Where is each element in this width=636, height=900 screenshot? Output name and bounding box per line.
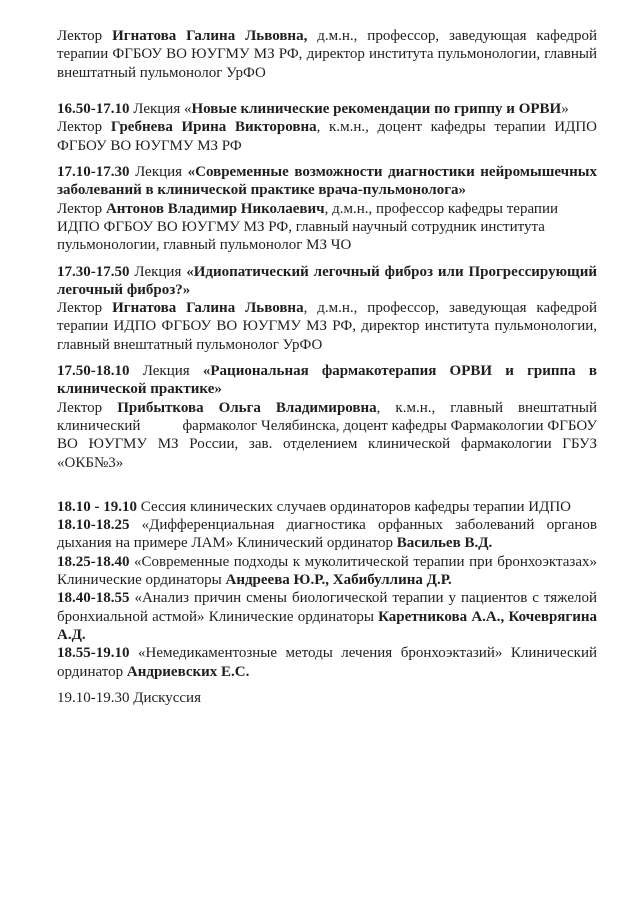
bold-text-run: 17.50-18.10 (57, 363, 130, 380)
text-run: Сессия клинических случаев ординаторов кафедры терапии ИДПО (137, 498, 571, 515)
discussion-line (57, 689, 597, 707)
lecturer-grebneva (57, 118, 597, 155)
session-heading-1810 (57, 498, 597, 516)
text-run: Лектор (57, 119, 111, 136)
lecturer-antonov (57, 200, 597, 255)
text-run: Лектор (57, 300, 113, 317)
bold-text-run: «Современные возможности диагностики нейромышечных заболеваний в клинической практике врача-пульмонолога» (57, 164, 597, 199)
lecturer-ignatova-2 (57, 299, 597, 354)
bold-text-run: Игнатова Галина Львовна (112, 300, 304, 317)
text-run: Лекция (129, 164, 188, 181)
bold-text-run: Васильев В.Д. (396, 535, 493, 552)
text-run: 19.10-19.30 Дискуссия (57, 689, 201, 706)
session-item-1840 (57, 589, 597, 644)
bold-text-run: Гребнева Ирина Викторовна (110, 119, 317, 136)
text-run: Лекция « (129, 101, 192, 118)
session-item-1855 (57, 644, 597, 681)
bold-text-run: 18.10-18.25 (57, 517, 130, 534)
lecture-heading-1730 (57, 263, 597, 300)
text-run: » (561, 101, 569, 118)
lecturer-pribytkova (57, 399, 597, 472)
text-run: Лектор (57, 399, 118, 416)
bold-text-run: 16.50-17.10 (57, 101, 130, 118)
bold-text-run: Антонов Владимир Николаевич (105, 200, 325, 217)
text-run: Лектор (57, 200, 106, 217)
bold-text-run: Андреева Ю.Р., Хабибуллина Д.Р. (225, 572, 452, 589)
text-run: д.м.н., профессор, заведующая кафедрой терапии ФГБОУ ВО ЮУГМУ МЗ РФ, директор института пульмонологии, главный внештатный пульмонолог УрФО (57, 28, 597, 81)
text-run: , к.м.н., главный внештатный клинический (57, 399, 597, 434)
text-run: Лекция (129, 263, 187, 280)
bold-text-run: Каретникова А.А., Кочеврягина А.Д. (57, 608, 598, 643)
bold-text-run: «Идиопатический легочный фиброз или Прогрессирующий легочный фиброз?» (57, 263, 597, 298)
session-item-1810 (57, 516, 597, 553)
bold-text-run: «Рациональная фармакотерапия ОРВИ и гриппа в клинической практике» (57, 363, 597, 398)
text-run: , к.м.н., доцент кафедры терапии ИДПО ФГБОУ ВО ЮУГМУ МЗ РФ (57, 119, 597, 154)
lecture-heading-1650 (57, 100, 597, 118)
bold-text-run: Игнатова Галина Львовна, (112, 28, 308, 44)
text-run: Лекция (129, 363, 203, 380)
text-run: «Анализ причин смены биологической терапии у пациентов с тяжелой бронхиальной астмой» Клинические ординаторы (57, 590, 597, 625)
text-run: «Современные подходы к муколитической терапии при бронхоэктазах» Клинические ординаторы (57, 553, 597, 589)
bold-text-run: 18.55-19.10 (57, 645, 130, 662)
session-item-1825 (57, 553, 597, 590)
text-run: «Немедикаментозные методы лечения бронхоэктазий» Клинический ординатор (57, 645, 597, 680)
bold-text-run: Прибыткова Ольга Владимировна (117, 399, 377, 416)
text-run: Лектор (57, 28, 113, 44)
bold-text-run: 18.40-18.55 (57, 590, 130, 607)
text-run: «Дифференциальная диагностика орфанных заболеваний органов дыхания на примере ЛАМ» Клинический ординатор (57, 517, 597, 552)
bold-text-run: Андриевских Е.С. (126, 663, 250, 680)
bold-text-run: 18.25-18.40 (57, 553, 130, 570)
text-run: , д.м.н., профессор, заведующая кафедрой терапии ИДПО ФГБОУ ВО ЮУГМУ МЗ РФ, директор института пульмонологии, главный внештатный пульмонолог УрФО (57, 300, 597, 353)
bold-text-run: 17.10-17.30 (57, 164, 130, 181)
bold-text-run: Новые клинические рекомендации по гриппу и ОРВИ (191, 101, 562, 118)
lecture-heading-1750 (57, 362, 597, 399)
text-run: , д.м.н., профессор кафедры терапии ИДПО ФГБОУ ВО ЮУГМУ МЗ РФ, главный научный сотрудник института пульмонологии, главный пульмонолог МЗ ЧО (57, 200, 558, 254)
lecturer-ignatova-intro (57, 27, 597, 82)
bold-text-run: 17.30-17.50 (57, 263, 130, 280)
bold-text-run: 18.10 - 19.10 (57, 498, 137, 515)
lecture-heading-1710 (57, 163, 597, 200)
text-run: фармаколог Челябинска, доцент кафедры Фармакологии ФГБОУ ВО ЮУГМУ МЗ России, зав. отделением клинической фармакологии ГБУЗ «ОКБ№3» (57, 417, 597, 471)
